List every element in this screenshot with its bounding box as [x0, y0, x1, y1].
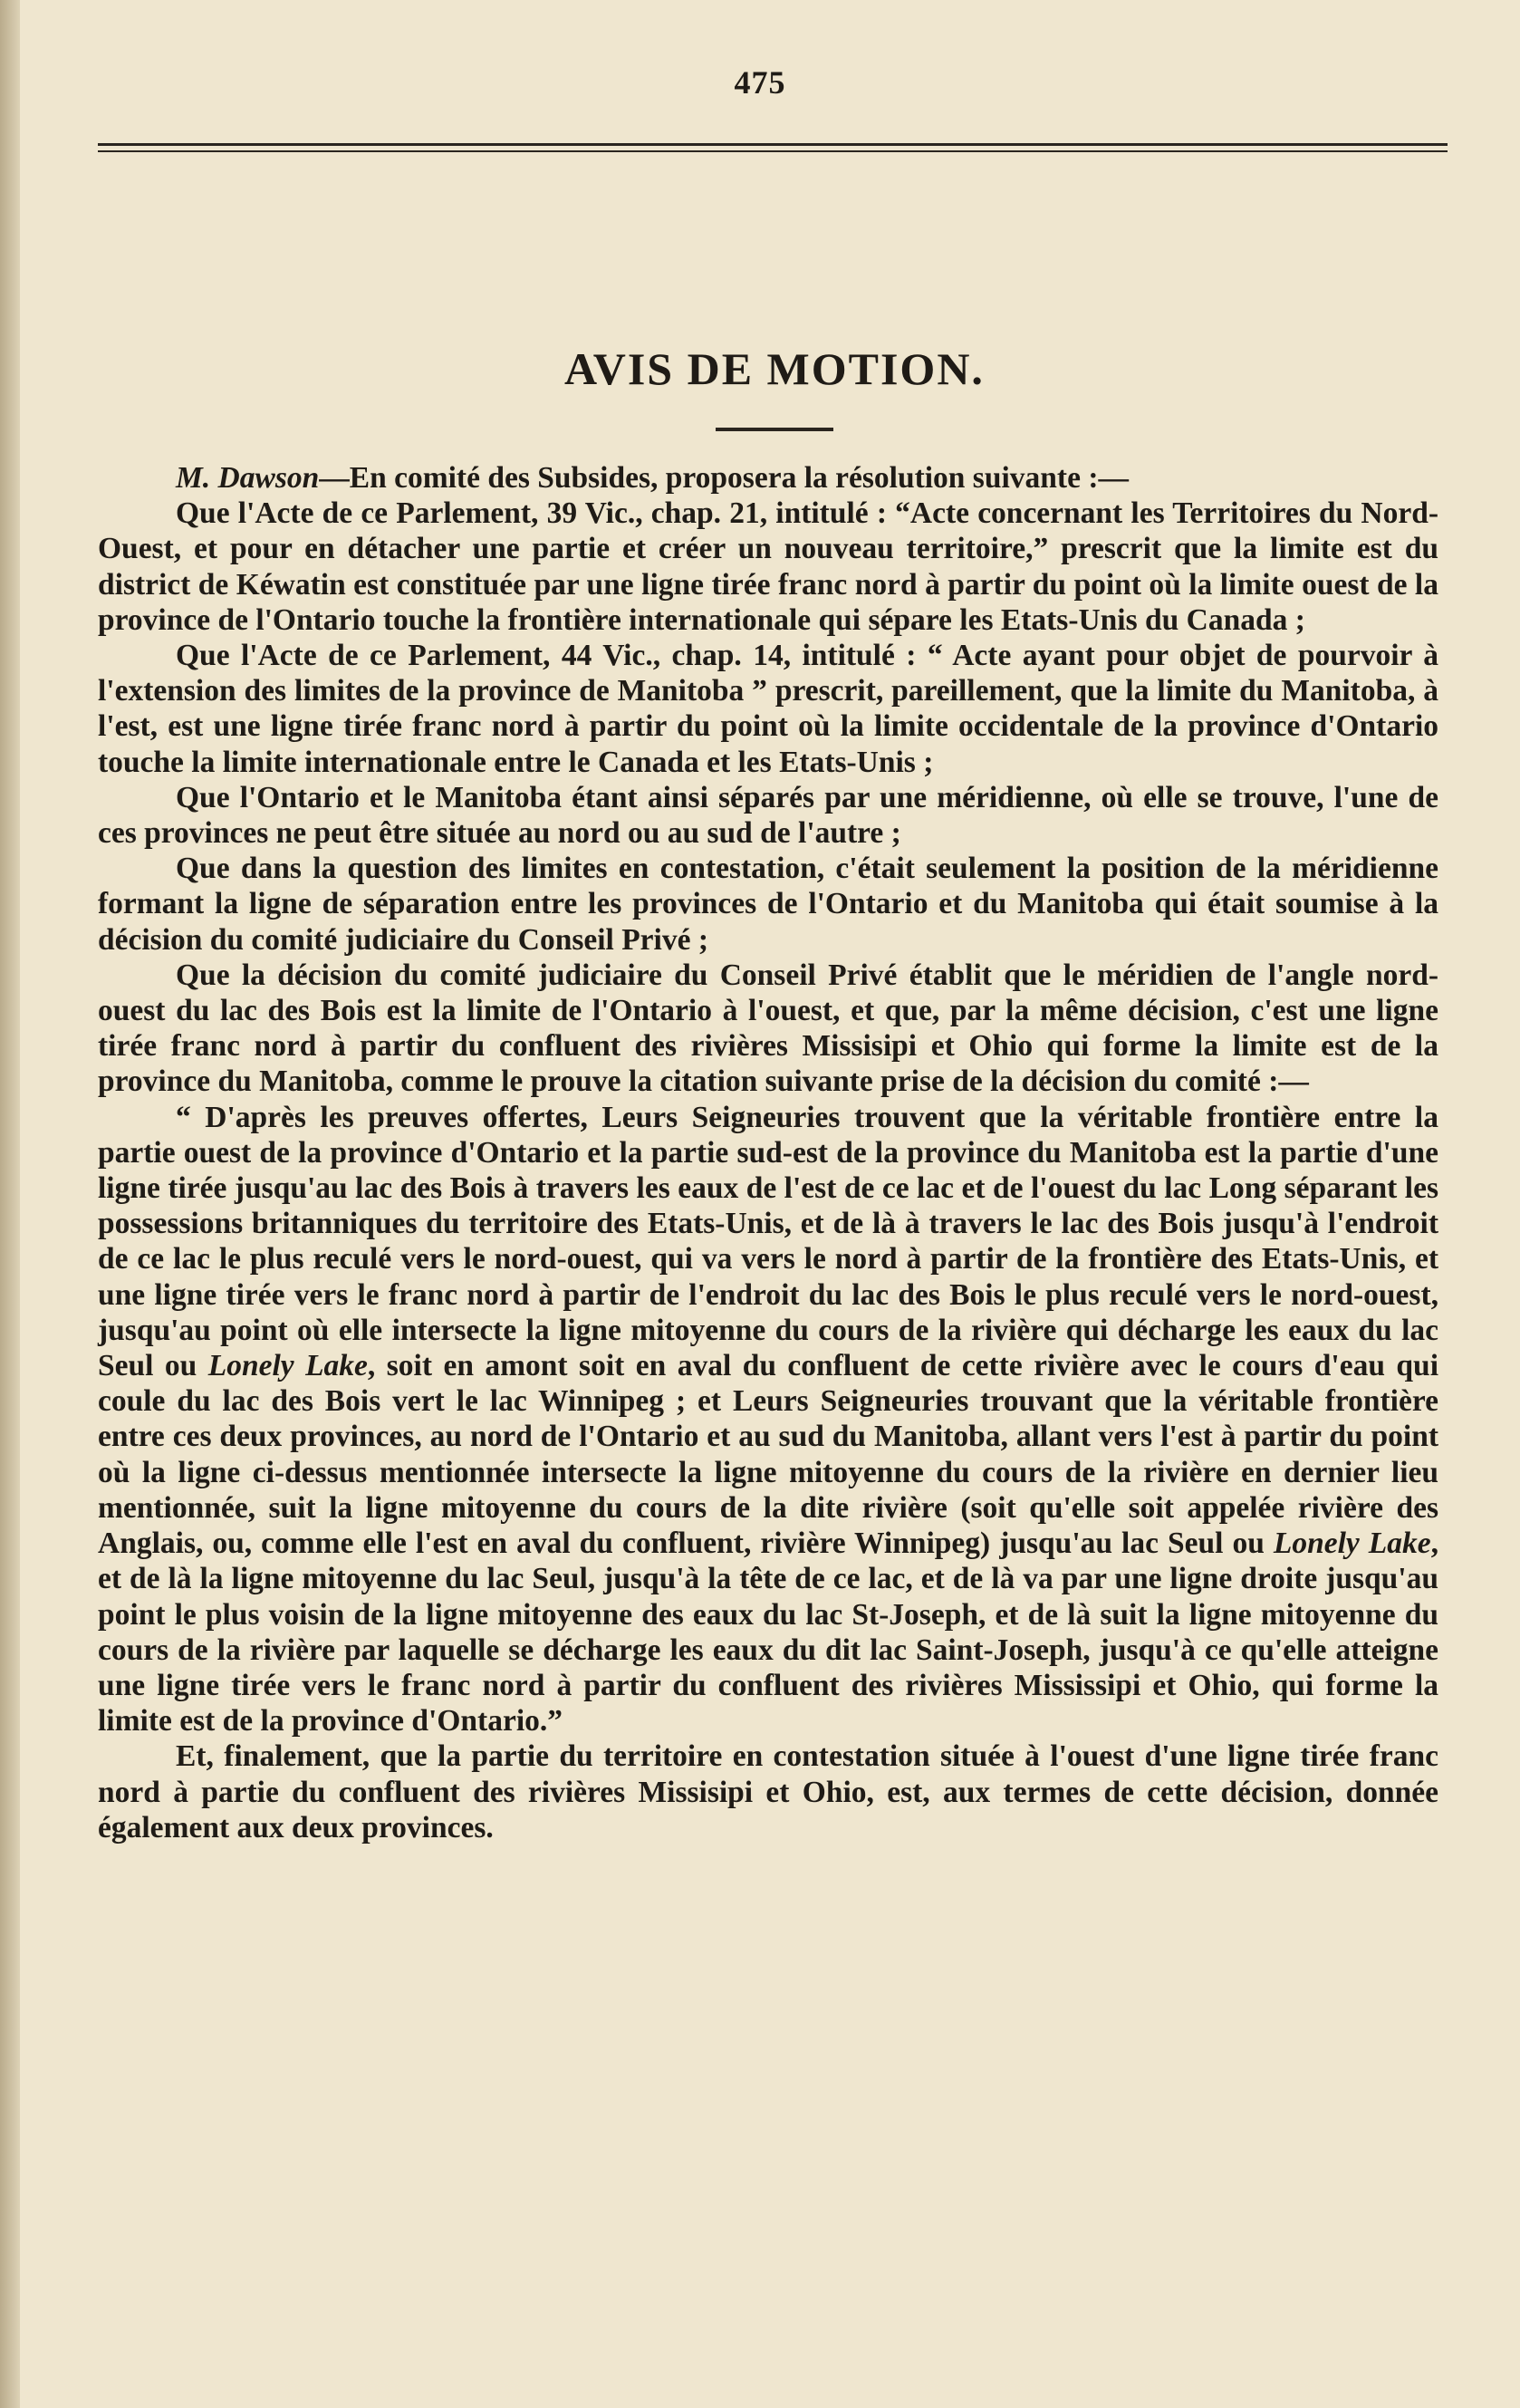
page-title: AVIS DE MOTION. [564, 343, 985, 394]
header-rule [98, 143, 1448, 146]
paragraph-acte-44: Que l'Acte de ce Parlement, 44 Vic., chap. 14, intitulé : “ Acte ayant pour objet de pourvoir à l'extension des limites de la province de Manitoba ” prescrit, pareillement, que la limite du Manitoba, à l'est, est une ligne tirée franc nord à partir du point où la limite occidentale de la province d'Ontario touche la limite internationale entre le Canada et les Etats-Unis ; [98, 639, 1438, 779]
quote-lonely-lake-2: Lonely Lake [1273, 1527, 1431, 1561]
page-number: 475 [734, 64, 786, 101]
paragraph-meridienne: Que l'Ontario et le Manitoba étant ainsi séparés par une méridienne, où elle se trouve, l'une de ces provinces ne peut être située au nord ou au sud de l'autre ; [98, 780, 1438, 851]
paragraph-decision: Que la décision du comité judiciaire du Conseil Privé établit que le méridien de l'angle nord-ouest du lac des Bois est la limite de l'Ontario à l'ouest, et que, par la même décision, c'est une ligne tirée franc nord à partir du confluent des rivières Missisipi et Ohio qui forme la limite est de la province du Manitoba, comme le prouve la citation suivante prise de la décision du comité :— [98, 958, 1438, 1099]
mover-name: M. Dawson [176, 461, 320, 495]
title-divider [716, 428, 833, 431]
decision-quote [98, 1100, 1438, 1739]
quote-lonely-lake-1: Lonely Lake [207, 1349, 368, 1383]
final-paragraph: Et, finalement, que la partie du territoire en contestation située à l'ouest d'une ligne tirée franc nord à partie du confluent des rivières Missisipi et Ohio, est, aux termes de cette décision, donnée également aux deux provinces. [98, 1739, 1438, 1845]
motion-text [98, 460, 1438, 1845]
header-rule-thin [98, 150, 1448, 152]
motion-intro [98, 460, 1438, 496]
motion-intro-text: —En comité des Subsides, proposera la résolution suivante :— [319, 461, 1129, 495]
quote-part-2: , soit en amont soit en aval du confluent de cette rivière avec le cours d'eau qui coule du lac des Bois vert le lac Winnipeg ; et Leurs Seigneuries trouvant que la véritable frontière entre ces deux provinces, au nord de l'Ontario et au sud du Manitoba, allant vers l'est à partir du point où la ligne ci-dessus mentionnée intersecte la ligne mitoyenne du cours de la rivière en dernier lieu mentionnée, suit la ligne mitoyenne du cours de la dite rivière (soit qu'elle soit appelée rivière des Anglais, ou, comme elle l'est en aval du confluent, rivière Winnipeg) jusqu'au lac Seul ou [98, 1349, 1439, 1561]
quote-part-3: , et de là la ligne mitoyenne du lac Seul, jusqu'à la tête de ce lac, et de là va par une ligne droite jusqu'au point le plus voisin de la ligne mitoyenne des eaux du lac St-Joseph, et de là suit la ligne mitoyenne du cours de la rivière par laquelle se décharge les eaux du dit lac Saint-Joseph, jusqu'à ce qu'elle atteigne une ligne tirée vers le franc nord à partir du confluent des rivières Mississipi et Ohio, qui forme la limite est de la province d'Ontario.” [98, 1527, 1438, 1739]
paragraph-question-limites: Que dans la question des limites en contestation, c'était seulement la position de la méridienne formant la ligne de séparation entre les provinces de l'Ontario et du Manitoba qui était soumise à la décision du comité judiciaire du Conseil Privé ; [98, 852, 1438, 957]
quote-part-1: “ D'après les preuves offertes, Leurs Seigneuries trouvent que la véritable frontière entre la partie ouest de la province d'Ontario et la partie sud-est de la province du Manitoba est la partie d'une ligne tirée jusqu'au lac des Bois à travers les eaux de l'est de ce lac et de l'ouest du lac Long séparant les possessions britanniques du territoire des Etats-Unis, et de là à travers le lac des Bois jusqu'à l'endroit de ce lac le plus reculé vers le nord-ouest, qui va vers le nord à partir de la frontière des Etats-Unis, et une ligne tirée vers le franc nord à partir de l'endroit du lac des Bois le plus reculé vers le nord-ouest, jusqu'au point où elle intersecte la ligne mitoyenne du cours de la rivière qui décharge les eaux du lac Seul ou [98, 1100, 1438, 1383]
paragraph-acte-39: Que l'Acte de ce Parlement, 39 Vic., chap. 21, intitulé : “Acte concernant les Territoires du Nord-Ouest, et pour en détacher une partie et créer un nouveau territoire,” prescrit que la limite est du district de Kéwatin est constituée par une ligne tirée franc nord à partir du point où la limite ouest de la province de l'Ontario touche la frontière internationale qui sépare les Etats-Unis du Canada ; [98, 496, 1438, 637]
